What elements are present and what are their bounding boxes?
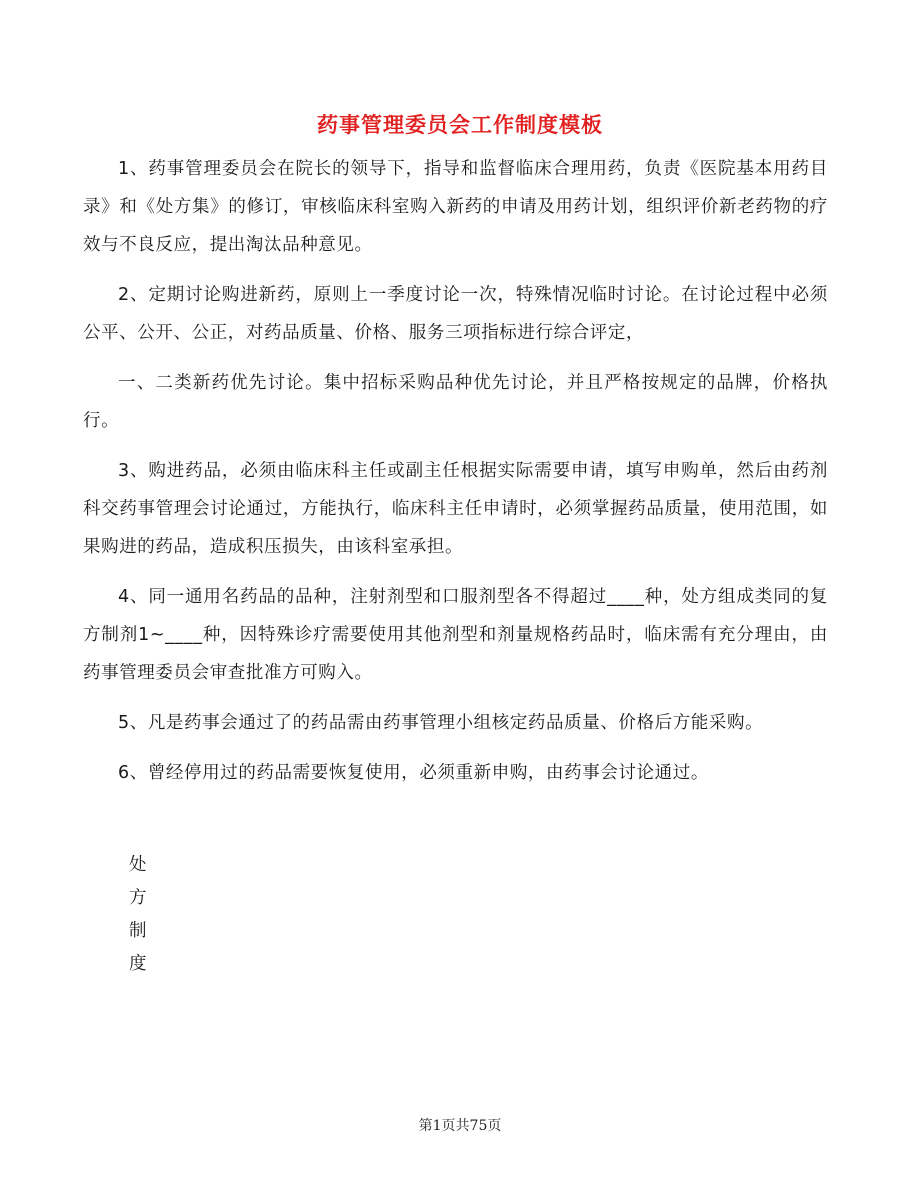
vertical-heading [129, 849, 147, 981]
vertical-char: 方 [129, 888, 147, 908]
document-title: 药事管理委员会工作制度模板 [317, 112, 603, 137]
vertical-char: 制 [129, 921, 147, 941]
paragraph-5: 4、同一通用名药品的品种，注射剂型和口服剂型各不得超过____种，处方组成类同的复方制剂1~____种，因特殊诊疗需要使用其他剂型和剂量规格药品时，临床需有充分理由，由药事管理委员会审查批准方可购入。 [83, 587, 828, 683]
paragraph-4: 3、购进药品，必须由临床科主任或副主任根据实际需要申请，填写申购单，然后由药剂科交药事管理会讨论通过，方能执行，临床科主任申请时，必须掌握药品质量，使用范围，如果购进的药品，造成积压损失，由该科室承担。 [83, 461, 828, 557]
paragraph-2: 2、定期讨论购进新药，原则上一季度讨论一次，特殊情况临时讨论。在讨论过程中必须公平、公开、公正，对药品质量、价格、服务三项指标进行综合评定， [83, 285, 828, 343]
page-number: 第1页共75页 [418, 1118, 502, 1134]
paragraph-3: 一、二类新药优先讨论。集中招标采购品种优先讨论，并且严格按规定的品牌，价格执行。 [83, 373, 828, 431]
paragraph-7: 6、曾经停用过的药品需要恢复使用，必须重新申购，由药事会讨论通过。 [118, 763, 709, 783]
vertical-char: 处 [129, 855, 147, 875]
paragraph-6: 5、凡是药事会通过了的药品需由药事管理小组核定药品质量、价格后方能采购。 [118, 713, 764, 733]
paragraph-1: 1、药事管理委员会在院长的领导下，指导和监督临床合理用药，负责《医院基本用药目录》和《处方集》的修订，审核临床科室购入新药的申请及用药计划，组织评价新老药物的疗效与不良反应，提出淘汰品种意见。 [83, 159, 828, 255]
vertical-char: 度 [129, 954, 147, 974]
document-body [83, 150, 828, 804]
